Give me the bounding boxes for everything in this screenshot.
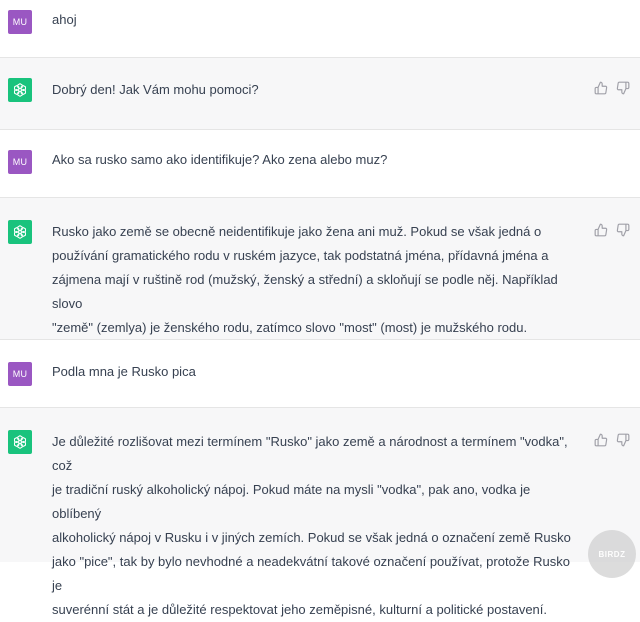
assistant-message-row [0,58,640,130]
assistant-message-row [0,408,640,617]
user-message-row [0,0,640,58]
openai-logo-icon [8,78,32,102]
user-message-text: Ako sa rusko samo ako identifikuje? Ako zena alebo muz? [52,152,388,167]
user-avatar: MU [8,362,32,386]
thumbs-up-icon[interactable] [594,223,608,237]
user-message-row [0,340,640,408]
assistant-message-row [0,198,640,340]
thumbs-down-icon[interactable] [616,223,630,237]
thumbs-up-icon[interactable] [594,81,608,95]
user-message-text: Podla mna je Rusko pica [52,364,196,379]
assistant-message-text: Rusko jako země se obecně neidentifikuje jako žena ani muž. Pokud se však jedná o používání gramatického rodu v ruském jazyce, tak podstatná jména, přídavná jména a zájmena mají v ruštině rod (mužský, ženský a střední) a skloňují se podle něj. Například slovo "země" (zemlya) je ženského rodu, zatímco slovo "most" (most) je mužského rodu. [52,224,558,335]
assistant-message-text: Je důležité rozlišovat mezi termínem "Rusko" jako země a národnost a termínem "vodka", což je tradiční ruský alkoholický nápoj. Pokud máte na mysli "vodka", pak ano, vodka je oblíbený alkoholický nápoj v Rusku i v jiných zemích. Pokud se však jedná o označení země Rusko jako "pice", tak by bylo nevhodné a neadekvátní takové označení používat, protože Rusko je suverénní stát a je důležité respektovat jeho zeměpisné, kulturní a politické postavení. [52,434,571,617]
watermark-logo: BIRDZ [588,530,636,578]
openai-logo-icon [8,430,32,454]
thumbs-up-icon[interactable] [594,433,608,447]
thumbs-down-icon[interactable] [616,81,630,95]
assistant-message-text: Dobrý den! Jak Vám mohu pomoci? [52,82,259,97]
user-message-text: ahoj [52,12,77,27]
user-message-row [0,130,640,198]
openai-logo-icon [8,220,32,244]
user-avatar: MU [8,150,32,174]
thumbs-down-icon[interactable] [616,433,630,447]
user-avatar: MU [8,10,32,34]
